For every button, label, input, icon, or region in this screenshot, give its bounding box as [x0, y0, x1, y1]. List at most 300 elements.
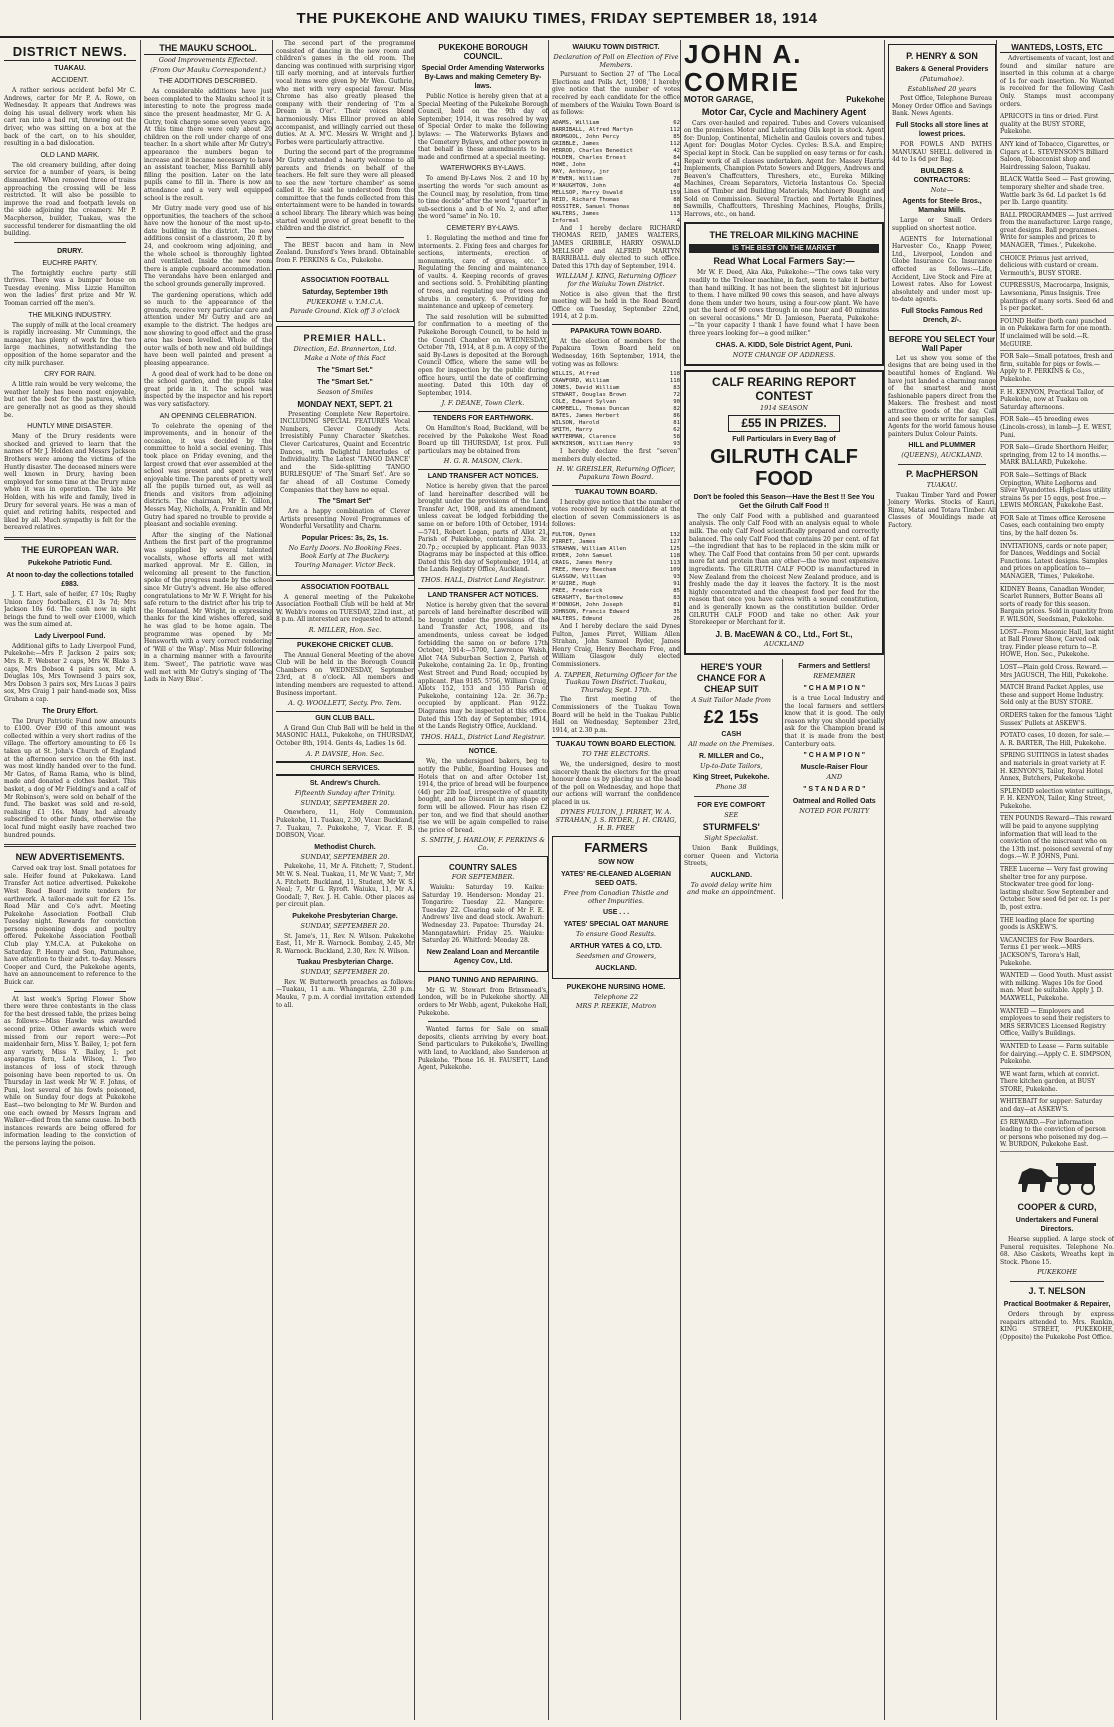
vote-count: 125	[669, 546, 680, 552]
tailors: Up-to-Date Tailors,	[700, 761, 763, 770]
candidate-name: WILLIS, Alfred	[552, 371, 600, 378]
candidate-name: CRAWFORD, William	[552, 378, 610, 385]
borough-sub: Special Order Amending Waterworks By-Laws and making Cemetery By-laws.	[421, 65, 545, 90]
comrie-garage: MOTOR GARAGE,	[684, 95, 754, 104]
ladylpool-text: Additional gifts to Lady Liverpool Fund, Pukekohe:—Mrs P. Jackson 2 pairs sox; Mrs R. F. Webster 2 caps, Mrs W. Blake 3 caps, Mrs Dobson 4 pairs sox, Mr A. Douglas 10s, Mrs Townsend 3 pairs sox, Mrs Dobson 3 pairs sox, Mrs Lucas 3 pairs sox, Mrs Craig 1 pair hand-made sox, Miss Graham a cap.	[4, 642, 136, 704]
yates-city: AUCKLAND.	[595, 964, 637, 972]
candidate-name: ADAMS, William	[552, 119, 600, 126]
treloar-sign: CHAS. A. KIDD, Sole District Agent, Puni.	[715, 341, 853, 349]
candidate-name: Informal	[552, 217, 579, 224]
fullstocks: Full Stocks all store lines at lowest prices.	[895, 121, 989, 138]
vote-count: 91	[673, 581, 680, 587]
classified-text: ORDERS taken for the famous 'Light Sussex' Pullets at ASKEW'S.	[1000, 711, 1113, 727]
vote-count: 93	[673, 574, 680, 580]
candidate-name: WATKINSON, William Henry	[552, 441, 633, 448]
notice-sign: S. SMITH, J. HARLOW, F. PERKINS & Co.	[420, 836, 546, 852]
classified-text: FOR Sale—45 breeding ewes (Lincoln-cross), in lamb—J. E. WEST, Puni.	[1000, 416, 1112, 439]
milking-heading: THE MILKING INDUSTRY.	[28, 311, 112, 319]
vote-count: 85	[673, 588, 680, 594]
vote-count: 58	[673, 434, 680, 441]
presby-list: St. Jame's, 11, Rev. N. Wilson. Pukekohe East, 11, Mr R. Warnock. Bombay, 2.45, Mr R. Warnock. Buckland, 2.30, Rev. N. Wilson.	[276, 932, 414, 955]
candidate-name: CRAIG, James Henry	[552, 560, 613, 566]
poll-row	[552, 183, 680, 190]
mauku-text4: A good deal of work had to be done on the school garden, and the pupils take great pride in it. The school was inspected by the inspector and his report was very satisfactory.	[144, 370, 272, 408]
classified-item	[1000, 139, 1114, 174]
borough-text2: To amend By-Laws Nos. 2 and 10 by inserting the words "or such amount as the Council may, by resolution, from time to time decide" after the word "quarter" in sub-sections a and b of No. 2, and after the word "same" in No. 10.	[418, 175, 548, 221]
candidate-name: JONES, David William	[552, 385, 620, 392]
smart-text: Presenting Complete New Repertoire. INCLUDING SPECIAL FEATURES Vocal Numbers, Clever Comedy Acts. Irresistibly Funny Character Sketches. Clever Caricatures, Quaint and Eccentric Dances, with Delightful Interludes of Individuality. The Latest 'TANGO DANCE' and the Side-splitting 'TANGO BURLESQUE' of 'The Smart Set'. Are so far ahead of all Costume Comedy Companies that they have no equal.	[280, 410, 410, 494]
poll-row	[552, 190, 680, 197]
classified-text: FOR Sale at Times office Kerosene Cases, each containing two empty tins, by the half dozen 5s.	[1000, 514, 1106, 538]
candidate-name: BROMGOOL, John Percy	[552, 133, 620, 140]
borough-text1: Public Notice is hereby given that at a Special Meeting of the Pukekohe Borough Council, held on the 9th day of September, 1914, it was resolved by way of Special Order to make the following bylaws: — The Waterworks Bylaws and the Cemetery Bylaws, and other powers in that behalf in these amendments to be made and confirmed at a special meeting.	[418, 93, 548, 161]
oldland-text: The old creamery building, after doing service for a number of years, is being dismantled. When removed three of trains approaching the crossing will be less restricted. It will also be possible to improve the road and footpath levels on the side adjoining the creamery. Mr P. Macpherson, builder, Tuakau, was the successful tenderer for dismantling the old building.	[4, 161, 136, 238]
lta1-sign: THOS. HALL, District Land Registrar.	[420, 576, 546, 585]
poll-row	[552, 176, 680, 183]
classified-item	[1000, 111, 1114, 139]
huntly-heading: HUNTLY MINE DISASTER.	[27, 423, 113, 431]
smart-text2: Are a happy combination of Clever Artists presenting Novel Programmes of Wonderful Versatility and Charm.	[280, 508, 410, 531]
notice-text: We, the undersigned bakers, beg to notify the Public, Boarding Houses and Hotels that on and after October 1st, 1914, the price of bread will be fourpence (4d) per 2lb loaf, irrespective of quantity bought, and no Discount in any shape or form will be allowed. Flour has risen £2 per ton, and we find that should another rise we will be again compelled to raise the price of bread.	[418, 758, 548, 834]
seeds: Seedsmen and Growers,	[575, 952, 657, 961]
comrie-text: Cars over-hauled and repaired. Tubes and Covers vulcanised on the premises. Motor and Lubricating Oils kept in stock. Agent for: Dunlop, Continental, Michelin and Gaulois covers and tubes. Agent for: Douglas Motor Cycles. Cycles: B.S.A. and Empire; Special kept in Stock. Can be supplied on easy terms or for cash. Repair work of all classes undertaken. Agent for: Massey Harris Implements, Champion Potato Sowers and Diggers, Andrews and Beaven's Chaffcutters, Threshers, etc., Eureka Milking Machines, Cream Separators, Victoria Instantous Co. Special Lines of Timber and Building Materials, Machinery Bought and Sold on Commission. Several Traction and Portable Engines, Sawmills, Chaffcutters, Threshing Machines, Ploughs, Drills, Harrows, etc., on hand.	[684, 119, 884, 218]
suit-cash: CASH	[721, 730, 742, 738]
column-notices	[272, 40, 414, 1720]
football-title: ASSOCIATION FOOTBALL	[300, 276, 390, 284]
comrie-name: JOHN A. COMRIE	[684, 40, 803, 97]
arthur-yates: ARTHUR YATES & CO, LTD.	[570, 943, 662, 951]
tuakau-board-sign: A. TAPPER, Returning Officer for the Tuakau Town District. Tuakau, Thursday, Sept. 17th.	[554, 670, 678, 694]
classified-text: LOST—Plain gold Cross. Reward.—Mrs JAGUSCH, The Hill, Pukekohe.	[1000, 663, 1109, 679]
premier-sub: Direction, Ed. Brannerton, Ltd.	[293, 344, 397, 353]
vote-count: 93	[673, 441, 680, 448]
tbe-title: TUAKAU TOWN BOARD ELECTION.	[552, 737, 680, 749]
comrie-place: Pukekohe	[846, 95, 884, 104]
candidate-name: FREE, Henry Beecham	[552, 567, 616, 573]
manure-text: To ensure Good Results.	[576, 930, 656, 939]
vote-count: 86	[673, 413, 680, 420]
gunclub-text: A Grand Gun Club Ball will be held in the MASONIC HALL, Pukekohe, on THURSDAY, October 8th, 1914. Gents 4s, Ladies 1s 6d.	[276, 724, 414, 747]
candidate-name: SMITH, Harry	[552, 427, 593, 434]
waiuku-title: WAIUKU TOWN DISTRICT.	[572, 44, 660, 51]
mauku-sub2: (From Our Mauku Correspondent.)	[150, 65, 266, 74]
nelson-sub: Practical Bootmaker & Repairer,	[1003, 1301, 1111, 1308]
yates-oats: YATES' RE-CLEANED ALGERIAN SEED OATS.	[561, 871, 671, 888]
vote-count: 118	[669, 378, 680, 385]
country-list: Waiuku: Saturday 19. Kaiku: Saturday 19. Henderson: Monday 21. Tongariro: Tuesday 22. Mangere: Tuesday 22. Clearing sale of Mr F. E. Andrews' live and dead stock. Awahuri: Wednesday 23. Papatoe: Thursday 24. Manngatawhiri: Friday 25. Waiuku: Saturday 26. Whitford: Monday 28.	[422, 884, 544, 945]
papakura-text: At the election of members for the Papakura Town Board held on Wednesday, 16th September, 1914, the voting was as follows:	[552, 337, 680, 368]
candidate-name: ROSSITER, Samuel Thomas	[552, 203, 630, 210]
horse-hearse-icon	[1012, 1158, 1102, 1196]
poll-row	[552, 162, 680, 169]
monday: MONDAY NEXT, SEPT. 21	[297, 399, 393, 409]
nursing-sign: MRS P. REEKIE, Matron	[575, 1002, 657, 1011]
classified-text: ANY kind of Tobacco, Cigarettes, or Cigars at L. STEVENSON'S Billiard Saloon, Tobacconist shop and Hairdressing Saloon, Tuakau.	[1000, 140, 1110, 171]
tuakau-presby-date: SUNDAY, SEPTEMBER 20.	[300, 968, 390, 977]
poll-row	[552, 218, 680, 225]
miller-name: R. MILLER and Co.,	[698, 752, 764, 760]
standrew-title: St. Andrew's Church.	[309, 780, 381, 788]
nursing-phone: Telephone 22	[593, 992, 639, 1001]
classified-text: CUPRESSUS, Macrocarpa, Insignis, Lawsoniana, Pinus Insignis. Tree plantings of many sorts. Seed 6d and 1s per packet.	[1000, 282, 1114, 313]
candidate-name: MAY, Anthony, jnr	[552, 168, 610, 175]
assoc2-text: A general meeting of the Pukekohe Association Football Club will be held at Mr W. Webb's rooms on TUESDAY, 22nd inst., at 8 p.m. All interested are requested to attend.	[276, 593, 414, 624]
column-mauku-school	[140, 40, 272, 1720]
champion-farmers: Farmers and Settlers!	[798, 663, 871, 671]
waiuku-text1: Pursuant to Section 27 of 'The Local Elections and Polls Act, 1908,' I hereby give notice that the number of votes received by each candidate for the office of members of the Waiuku Town Board is as follows:	[552, 71, 680, 117]
column-borough	[414, 40, 548, 1720]
mauku-sub1: Good Improvements Effected.	[158, 56, 258, 64]
sturm-sub: Sight Specialist.	[704, 834, 759, 843]
vote-count: 88	[673, 203, 680, 210]
assoc2-title: ASSOCIATION FOOTBALL	[276, 580, 414, 592]
classified-item	[1000, 414, 1114, 442]
poll-row	[552, 553, 680, 560]
classified-item	[1000, 1041, 1114, 1069]
manure: YATES' SPECIAL OAT MANURE	[563, 921, 669, 929]
presby-title: Pukekohe Presbyterian Charge.	[292, 912, 398, 920]
column-wanteds	[996, 40, 1114, 1720]
wanteds-title: WANTEDS, LOSTS, ETC	[1000, 43, 1114, 53]
poll-row	[552, 197, 680, 204]
papakura-text2: I hereby declare the first "seven" members duly elected.	[552, 448, 680, 463]
column-comrie	[680, 40, 884, 1720]
poll-row	[552, 204, 680, 211]
borough-text4: The said resolution will be submitted for confirmation to a meeting of the Pukekohe Borough Council, to be held in the Council Chamber on WEDNESDAY, October 7th, 1914, at 8 p.m. A copy of the said By-Laws is deposited at the Borough Council Office, where the same will be open for inspection by the public during office hours, until the date of confirming meeting. Dated this 10th day of September, 1914.	[418, 313, 548, 397]
sturm-city: AUCKLAND.	[710, 871, 753, 879]
tuakau-board-title: TUAKAU TOWN BOARD.	[552, 485, 680, 497]
miller-phone: Phone 38	[715, 783, 747, 792]
eye-title: FOR EYE COMFORT	[697, 801, 766, 809]
classified-text: WANTED — Good Youth. Must assist with milking. Wages 10s for Good man. Must be suitable. Apply J. D. MAXWELL, Pukekohe.	[1000, 972, 1112, 1002]
poll-row	[552, 385, 680, 392]
classified-item	[1000, 786, 1114, 814]
assoc2-sign: R. MILLER, Hon. Sec.	[308, 626, 382, 635]
football-date: Saturday, September 19th	[302, 288, 388, 296]
football-teams: PUKEKOHE v. Y.M.C.A.	[306, 297, 384, 306]
smart4: Season of Smiles	[316, 388, 374, 396]
church-title: CHURCH SERVICES.	[276, 761, 414, 776]
tuakau-board-text3: The first meeting of the Commissioners of the Tuakau Town Board will be held in the Tuakau Public Hall on Wednesday, September 23rd, 1914, at 2.30 p.m.	[552, 696, 680, 734]
calf-prizes: £55 IN PRIZES.	[728, 415, 840, 432]
tuakau-board-text2: And I hereby declare the said Dynes Fulton, James Pirret, William Allen Strahan, John Samuel Ryder, James Henry Craig, Henry Beecham Free, and William Glasgow duly elected Commissioners.	[552, 623, 680, 668]
column-district-news	[4, 40, 136, 1720]
candidate-name: GERAGHTY, Bartholomew	[552, 595, 623, 601]
drury-effort-heading: The Drury Effort.	[42, 707, 98, 715]
poll-row	[552, 609, 680, 616]
poll-row	[552, 539, 680, 546]
vote-count: 62	[673, 119, 680, 126]
sturm-note: To avoid delay write him and make an appointment.	[687, 880, 776, 897]
classified-text: VACANCIES for Few Boarders. Terms £1 per week.—MRS JACKSON'S, Tarora's Hall, Pukekohe.	[1000, 936, 1095, 967]
candidate-name: STRAHAN, William Allen	[552, 546, 627, 552]
oatmeal: Oatmeal and Rolled Oats	[792, 797, 876, 805]
use: USE . . .	[602, 909, 630, 917]
vote-count: 113	[669, 210, 680, 217]
classified-item	[1000, 864, 1114, 915]
vote-count: 132	[669, 532, 680, 538]
classified-text: £5 REWARD.—For information leading to the conviction of person or persons who poisoned my dog.—W. BURDON, Pukekohe East.	[1000, 1118, 1109, 1149]
candidate-name: HERROD, Charles Benedict	[552, 147, 633, 154]
smart5: The "Smart Set"	[318, 498, 372, 506]
column-town-boards	[548, 40, 680, 1720]
tuakau-heading: TUAKAU.	[54, 65, 86, 72]
candidate-name: PIRRET, James	[552, 539, 596, 545]
treloar-title: THE TRELOAR MILKING MACHINE	[709, 230, 859, 241]
poll-row	[552, 378, 680, 385]
classified-item	[1000, 1006, 1114, 1041]
candidate-name: COLE, Edward Sylvan	[552, 399, 616, 406]
vote-count: 81	[673, 420, 680, 427]
vote-count: 26	[673, 616, 680, 622]
classified-item	[1000, 351, 1114, 386]
classified-text: BLACK Wattle Seed — Fast growing, temporary shelter and shade tree. Wattle bark 3s 6d. Ld packet 1s 6d per lb. Large quantity.	[1000, 176, 1112, 207]
drench: Full Stocks Famous Red Drench, 2/-.	[901, 307, 983, 324]
noon-heading: At noon to-day the collections totalled £983.	[6, 571, 134, 588]
poll-row	[552, 595, 680, 602]
classified-text: CHOICE Primus just arrived, delicious with custard or cream. Vermouth's, BUSY STORE.	[1000, 254, 1099, 277]
tbe-text: We, the undersigned, desire to most sincerely thank the electors for the great honour done us by placing us at the head of the poll on Wednesday, and hope that our actions will warrant the confidence placed in us.	[552, 760, 680, 806]
waiuku-poll-list	[552, 120, 680, 225]
nelson-text: Orders through by express reapairs attended to. Mrs. Rankin, KING STREET, PUKEKOHE, (Opposite) the Pukekohe Post Office.	[1000, 1311, 1114, 1341]
poll-row	[552, 406, 680, 413]
cooper-text: Hearse supplied. A large stock of Funeral requisites. Telephone No. 68. Also Caskets, Wreaths kept in Stock. Phone 15.	[1000, 1236, 1114, 1266]
classified-text: THE leading place for sporting goods is ASKEW'S.	[1000, 916, 1095, 932]
mauku-text6: After the singing of the National Anthem the first part of the programme was supplied by several talented vocalists, whose efforts all met with marked approval. Mr E. Gillon, in welcoming all present to the function, spoke of the progress made by the school since Mr Gutry's advent. He also offered congratulations to Mr W. F. Wright for his safe return to the district after his trip to the Homeland. Mr Wright, in expressing thanks for the kind wishes offered, said he was glad to be home again. The programme was opened by Mr Hensworth with a very correct rendering of 'Will o' the Wisp'. Miss Muir following in a charming manner with a favourite item. 'Sweet', The patriotic wave was well met with Mr Gutry's singing of 'The Lads in Navy Blue'.	[144, 531, 272, 684]
tenders-title: TENDERS FOR EARTHWORK.	[418, 411, 548, 423]
premier-hall-ad	[276, 326, 414, 576]
classified-text: POTATO cases, 10 dozen, for sale.—A. R. BARTER, The Hill, Pukekohe.	[1000, 732, 1110, 747]
borough-sign: J. F. DEANE, Town Clerk.	[441, 399, 525, 408]
champion1: " C H A M P I O N "	[803, 684, 866, 692]
classified-item	[1000, 1069, 1114, 1097]
classified-text: FOUND Heifer (both can) punched in on Pukekawa farm for one month. If unclaimed will be sold.—R. McGUIRE.	[1000, 317, 1112, 348]
gilruth-agent: J. B. MacEWAN & CO., Ltd., Fort St.,	[715, 629, 853, 639]
classified-item	[1000, 970, 1114, 1005]
candidate-name: CAMPBELL, Thomas Duncan	[552, 406, 630, 413]
macpherson: P. MacPHERSON	[906, 469, 978, 479]
calf-full: Full Particulars in Every Bag of	[732, 435, 836, 443]
vote-count: 159	[669, 189, 680, 196]
notice-title: NOTICE.	[418, 744, 548, 756]
poll-row	[552, 413, 680, 420]
methodist-title: Methodist Church.	[314, 843, 376, 851]
calf-season: 1914 SEASON	[760, 404, 808, 413]
classified-item	[1000, 750, 1114, 785]
poll-row	[552, 546, 680, 553]
poll-row	[552, 532, 680, 539]
classified-item	[1000, 513, 1114, 541]
candidate-name: WATTERMAN, Clarence	[552, 434, 616, 441]
tenders-text: On Hamilton's Road, Buckland, will be received by the Pukekohe West Road Board up till THURSDAY, 1st prox. Full particulars may be obtained from	[418, 424, 548, 455]
henry-title: P. HENRY & SON	[906, 51, 978, 61]
gilruth-city: AUCKLAND	[764, 639, 804, 648]
classified-text: TREE Lucerne — Very fast growing shelter tree for any purpose. Stockwater tree good for long-lasting shelter. Sow September and October. Sow seed 6d per oz. 1s per lb, post extra.	[1000, 866, 1110, 911]
classified-item	[1000, 1117, 1114, 1152]
classified-text: FOR Sale—Settings of Black Orpington, White Leghorns and Silver Wyandottes. High-class utility strains 5s per 15 eggs, post free.—LEWIS MORGAN, Pukekohe East.	[1000, 471, 1111, 510]
candidate-name: FREE, Frederick	[552, 588, 603, 594]
candidate-name: BATES, James Herbert	[552, 413, 620, 420]
cry-heading: CRY FOR RAIN.	[44, 371, 96, 379]
chance-title: HERE'S YOUR CHANCE FOR A CHEAP SUIT	[696, 662, 766, 695]
candidate-name: GRIBBLE, James	[552, 140, 600, 147]
farmers: FARMERS	[584, 840, 648, 856]
mauku-text1: As considerable additions have just been completed to the Mauku school it is interesting to note the progress made since the present headmaster, Mr G. A. Gutry, took charge some seven years ago. At this time there were only about 20 children on the roll under charge of one teacher. In a short while after Mr Gutry's appearance the numbers began to increase and it became necessary to have an assistant teacher, Miss Barnhill ably filling the position. Later on the late pupils came to fill in. There is now an attendance and a very well equipped school is the result.	[144, 88, 272, 202]
oldland-heading: OLD LAND MARK.	[40, 151, 100, 159]
classified-item	[1000, 627, 1114, 662]
poll-row	[552, 581, 680, 588]
vote-count: 107	[669, 168, 680, 175]
poll-row	[552, 616, 680, 623]
standrew-list: Onewhero, 11, Holy Communion. Pukekohe, 11. Tuakau, 2.30, Vicar. Buckland, 7. Tuakau, 7. Pukekohe, 7, Vicar. F. B. DOBSON, Vicar.	[276, 809, 414, 840]
country-sales-ad	[418, 856, 548, 971]
classified-item	[1000, 682, 1114, 710]
lta2-text: Notice is hereby given that the several parcels of land hereinafter described will be brought under the provisions of the Land Transfer Act, 1908, and its amendments, unless caveat be lodged forbidding the same on or before 17th October, 1914:—5700, Lawrence Walsh, Allot 74A Suburban Section 2, Parish of Pukekohe, containing 2a. 1r. 0p., fronting West Street and Pund Road; occupied by applicant. Plan 9185. 5756, William Craig, Allots 152, 153 and 155 Parish of Pukekohe, containing 12a. 2r. 36.7p.; occupied by applicant. Plan 9122. Diagrams may be inspected at this office. Dated this 15th day of September, 1914, at the Lands Registry Office, Auckland.	[418, 601, 548, 731]
wanteds-list	[1000, 111, 1114, 1152]
comrie-motor: Motor Car, Cycle and Machinery Agent	[701, 106, 867, 117]
district-news-title: DISTRICT NEWS.	[4, 44, 136, 61]
cricket-text: The Annual General Meeting of the above Club will be held in the Borough Council Chambers on WEDNESDAY, September 23rd, at 8 o'clock. All members and intending members are requested to attend. Business important.	[276, 651, 414, 697]
classified-text: BALL PROGRAMMES — Just arrived from the manufacturer. Large range, great designs. Ball programmes. Write for samples and prices to MANAGER, 'Times.', Pukekohe.	[1000, 211, 1113, 250]
euchre-text: The fortnightly euchre party still thrives. There was a bumper house on Tuesday evening. Miss Lizzie Hamilton won the ladies' first prize and Mr W. Tooman carried off the men's.	[4, 269, 136, 308]
poll-row	[552, 155, 680, 162]
and: AND	[826, 773, 843, 782]
poll-row	[552, 141, 680, 148]
suit-text: A Suit Tailor Made from	[691, 696, 771, 705]
tuakau-board-text: I hereby give notice that the number of votes received by each candidate at the election of seven Commissioners is as follows:	[552, 498, 680, 529]
cricket-sign: A. Q. WOOLLETT, Secty. Pro. Tem.	[288, 699, 402, 708]
cemetery-heading: CEMETERY BY-LAWS.	[446, 224, 520, 232]
vote-count: 42	[673, 147, 680, 154]
macpherson-text: Tuakau Timber Yard and Power Joinery Works. Stocks of Kauri, Rimu, Matai and Totara Timber. All Classes of Mouldings made at Factory.	[888, 491, 996, 529]
candidate-name: GLASGOW, William	[552, 574, 606, 580]
nursing-title: PUKEKOHE NURSING HOME.	[566, 983, 666, 991]
poll-row	[552, 120, 680, 127]
poll-row	[552, 392, 680, 399]
euchre-heading: EUCHRE PARTY.	[42, 259, 98, 267]
candidate-name: STEWART, Douglas Brown	[552, 392, 627, 399]
wallpaper-text: Let us show you some of the designs that are being used in the beautiful homes of England. We have just landed a charming range of the smartest and most fashionable papers direct from the Makers. The freshest and most attractive goods of the day. Call and see them or write for samples. Agents for the world famous house painters Dulux Colour Paints.	[888, 354, 996, 438]
henry-place: (Patumahoe).	[920, 75, 964, 83]
nzloan: New Zealand Loan and Mercantile Agency Cov., Ltd.	[426, 948, 540, 965]
prices-note: No Early Doors. No Booking Fees. Book Early at The Buckery.	[288, 543, 402, 560]
mauku-title: THE MAUKU SCHOOL.	[144, 43, 272, 55]
candidate-name: FULTON, Dynes	[552, 532, 596, 538]
lta2-sign: THOS. HALL, District Land Registrar.	[420, 732, 546, 741]
classified-text: MATCH Brand Packet Apples, use these and support Home Industry. Sold only at the BUSY STORE.	[1000, 684, 1104, 707]
waiuku-text3: Notice is also given that the first meeting will be held in the Road Board Office on Tuesday, September 22nd, 1914, at 2 p.m.	[552, 290, 680, 321]
eye-see: SEE	[724, 810, 739, 819]
poll-row	[552, 127, 680, 134]
wallpaper-title: BEFORE YOU SELECT Your Wall Paper	[888, 334, 996, 353]
piano-title: PIANO TUNING AND REPAIRING.	[427, 976, 539, 984]
queens: (QUEENS), AUCKLAND.	[901, 451, 983, 460]
gilruth-sub: Don't be fooled this Season—Have the Best !! See You Get the Gilruth Calf Food !!	[693, 493, 875, 510]
classified-text: WE want farm, which at convict. There kitchen garden, at BUSY STORE, Pukekohe.	[1000, 1070, 1100, 1093]
lta1-text: Notice is hereby given that the parcel of land hereinafter described will be brought under the provisions of the Land Transfer Act, 1908, and its amendment, unless caveat be lodged forbidding the same on or before 10th of October, 1914:—5741, Robert Logan, parts of Allot 21, Parish of Pukekohe, containing 23a. 3r. 20.7p.; occupied by applicant. Plan 9033. Diagrams may be inspected at this office. Dated this 5th day of September, 1914, at the Lands Registry Office, Auckland.	[418, 482, 548, 574]
col3-text2: During the second part of the programme Mr Gutry extended a hearty welcome to all parents and friends on behalf of the teachers. He felt sure they were all pleased to see the new 'torture chamber' as some called it. He said he understood from the committee that the funds collected from this entertainment were to be handed in towards a school library. The library which was being started would prove of great benefit to the children and the district.	[276, 149, 414, 233]
smart2: The "Smart Set."	[317, 367, 373, 374]
vote-count: 113	[669, 560, 680, 566]
vote-count: 112	[669, 140, 680, 147]
king-st: King Street, Pukekohe.	[693, 774, 770, 782]
newads-text: Carved oak tray lost. Small potatoes for sale. Heifer found at Pukekawa. Land Transfer Act notice advertised. Pukekohe West Road Board invite tenders for earthwork. A tailor-made suit for £2 15s. Road Mär and Co's advt. Meeting Pukekohe Association Football Club Tuesday night. Rewards for conviction persons poisoning dogs and poultry offered. Pukekohe Association Football Club play Y.M.C.A. at Pukekohe on Saturday. P. Henry and Son, Patumahoe, have attention to their advt. to-day. Messrs Cooper and Curd, the Pukekohe agents, have an announcement to reference to the Buick car.	[4, 865, 136, 987]
classified-item	[1000, 915, 1114, 935]
tbe-sub: TO THE ELECTORS.	[581, 750, 651, 759]
classified-item	[1000, 253, 1114, 281]
opening-heading: AN OPENING CELEBRATION.	[159, 412, 257, 420]
treloar-text: Mr W. F. Deed, Aka Aka, Pukekohe:—"The cows take very readily to the Treloar machine, in fact, seem to take it better than hand milking. It has not been the slightest bit injurious to them. I have milked 90 cows this season, and have always done them under two hours, using a four-cow plant. We have put the herd of 90 cows through in one hour and 40 minutes on several occasions." Mr D. Jamieson, Paerata, Pukekohe:—"In your capacity I thank I have found what I have been three years looking for—a good milker."	[689, 269, 879, 338]
poll-row	[552, 371, 680, 378]
gilruth-text: The only Calf Food with a published and guaranteed analysis. The only Calf Food with an analysis equal to whole milk. The only Calf Food scientifically prepared and correctly balanced. The only Calf Food that contains 20 per cent. of fat—the ingredient that has to be replaced in the skim milk or whey. The Calf Food that contains from 50 per cent. upwards more fat and protein than any other—the two most expensive ingredients. The GILRUTH CALF FOOD is manufactured in New Zealand from the choicest New Zealand produce, and is freshly made the day it leaves the factory. It is the most highly concentrated and the cheapest food per feed for the reason that once you have calves with a sound constitution, and is generally known as the constitution builder. Order GILRUTH CALF FOOD and take no other. Ask your Storekeeper or Merchant for it.	[689, 512, 879, 627]
presby-date: SUNDAY, SEPTEMBER 20.	[300, 921, 390, 930]
ladylpool-heading: Lady Liverpool Fund.	[34, 632, 106, 640]
classified-text: KIDNEY Beans, Canadian Wonder, Scarlet Runners, Butter Beans all sorts of ready for this season. Bargain prices. Sold in quantity from F. WILSON, Seedsman, Pukekohe.	[1000, 585, 1114, 623]
drury-heading: DRURY.	[57, 247, 83, 255]
vote-count: 90	[673, 399, 680, 406]
column-henry	[884, 40, 996, 1720]
candidate-name: HOLDEN, Charles Ernest	[552, 154, 627, 161]
vote-count: 62	[673, 427, 680, 434]
papakura-sign: H. W. GREISLER, Returning Officer, Papakura Town Board.	[556, 465, 676, 482]
sownow: SOW NOW	[598, 859, 634, 867]
remember: REMEMBER	[813, 672, 856, 681]
smart1: Make a Note of this Fact	[304, 354, 386, 363]
tuakau-presby-title: Tuakau Presbyterian Charge.	[296, 959, 394, 967]
treloar-ad	[684, 222, 884, 366]
tuakau-poll-list	[552, 532, 680, 623]
classified-item	[1000, 442, 1114, 470]
vote-count: 118	[669, 371, 680, 378]
premier-title: PREMIER HALL.	[303, 332, 387, 343]
candidate-name: REID, Richard Thomas	[552, 196, 620, 203]
classified-text: INVITATIONS, cards or note paper, for Dances, Weddings and Social Functions. Latest designs. Samples and prices on application to—MANAGER, 'Times,' Pukekohe.	[1000, 542, 1108, 581]
fowls: FOR FOWLS AND PATHS MANUKAU SHELL delivered in 4d to 1s 6d per Bag.	[892, 140, 992, 164]
treloar-note: NOTE CHANGE OF ADDRESS.	[732, 350, 836, 359]
gilruth-title: GILRUTH CALF FOOD	[710, 445, 858, 490]
accident-heading: ACCIDENT.	[51, 77, 89, 84]
poll-row	[552, 399, 680, 406]
wanteds-intro: Advertisements of vacant, lost and found and similar nature are inserted in this column at a charge of 1s for each insertion. No Wanted is received for the following Cash Only. Stamps must accompany orders.	[1000, 55, 1114, 108]
vote-count: 118	[669, 553, 680, 559]
borough-text3: 1. Regulating the method and time for interments. 2. Fixing fees and charges for sections, interments, erection of monuments, care of graves, etc. 3. Regulating the fencing and maintenance of vaults. 4. Keeping records of graves and sections sold. 5. Prohibiting planting of trees, and regulating use of trees and shrubs in cemetery. 6. Providing for maintenance and upkeep of cemetery.	[418, 234, 548, 311]
papakura-poll-list	[552, 371, 680, 448]
huntly-text: Many of the Drury residents were shocked and grieved to learn that the names of Mr J. Holden and Messrs Jackson Brothers were among the victims of the Huntly disaster. The deceased miners were well known in Drury, having been employed for some time at the Drury mine when it was in operation. The late Mr Holden, with his wife and family, lived in Drury for several years. He was a man of quiet and retiring habits, respected and liked by all. Much sympathy is felt for the bereaved relatives.	[4, 433, 136, 532]
agents-text: AGENTS for International Harvester Co., Knapp Power, Ltd., Liverpool, London and Globe Insurance Co. Insurance effected as follows:—Life, Accident, Live Stock and Fire at Lowest rates. Also for Lowest absolutely and under most up-to-date agents.	[892, 235, 992, 304]
vote-count: 85	[673, 133, 680, 140]
papakura-title: PAPAKURA TOWN BOARD.	[552, 324, 680, 336]
milking-text: The supply of milk at the local creamery is rapidly increasing. Mr Cummings, the manager, has plenty of work for the two large machines, notwithstanding the opposition of the home separator and the city milk purchaser.	[4, 321, 136, 367]
classified-item	[1000, 387, 1114, 415]
wanted-farms-text: Wanted farms for Sale on small deposits, clients arriving by every boat. Send particulars to Pukekohe's, Dwelling with land, to Auckland, also Sanderson at Pukekohe. 'Phone 16. H. FAUSETT, Land Agent, Pukekohe.	[418, 1026, 548, 1072]
poll-row	[552, 169, 680, 176]
classified-item	[1000, 935, 1114, 970]
cry-text: A little rain would be very welcome, the weather lately has been most enjoyable, but not the best for the pastures, which are generally not as good as they should be.	[4, 381, 136, 419]
classified-text: TEN POUNDS Reward—This reward will be paid to anyone supplying information that will lead to the conviction of the miscreant who on the 13th inst. poisoned several of my dogs.—W. P. JOHNS, Puni.	[1000, 815, 1113, 861]
methodist-list: Pukekohe, 11, Mr A. Fitchett; 7, Student. Mt W. S. Neal. Tuakau, 11, Mr W. Vant; 7, Mr A. Fitchett. Buckland, 11, Student, Mr W. S. Neal; 7, Mr G. Ryroft. Waiuku, 11, Mr A. Goodall; 7, Rev. J. H. Cable. Other places as per circuit plan.	[276, 863, 414, 909]
purity: NOTED FOR PURITY	[799, 806, 870, 815]
classified-text: F. H. KENYON, Practical Tailor, of Pukekohe, now at Tuakau on Saturday afternoons.	[1000, 388, 1104, 411]
vote-count: 41	[673, 161, 680, 168]
war-heading: THE EUROPEAN WAR.	[21, 544, 119, 555]
tbe-sign: DYNES FULTON, J. PIRRET, W. A. STRAHAN, J. S. RYDER, J. H. CRAIG, H. B. FREE	[555, 808, 677, 832]
accident-text: A rather serious accident befel Mr C. Andrews, carter for Mr P. A. Rowe, on Wednesday. It appears that Andrews was doing his usual delivery work when his cart ran into a bad rut, throwing out the driver, who was sitting on a box at the back of the cart, on to his shoulder, resulting in a bad dislocation.	[4, 87, 136, 148]
football-note: Parade Ground. Kick off 3 o'clock	[289, 307, 401, 316]
additions-heading: THE ADDITIONS DESCRIBED.	[158, 78, 258, 86]
classified-item	[1000, 1096, 1114, 1116]
classified-item	[1000, 210, 1114, 253]
sturmfels: STURMFELS'	[702, 822, 760, 833]
